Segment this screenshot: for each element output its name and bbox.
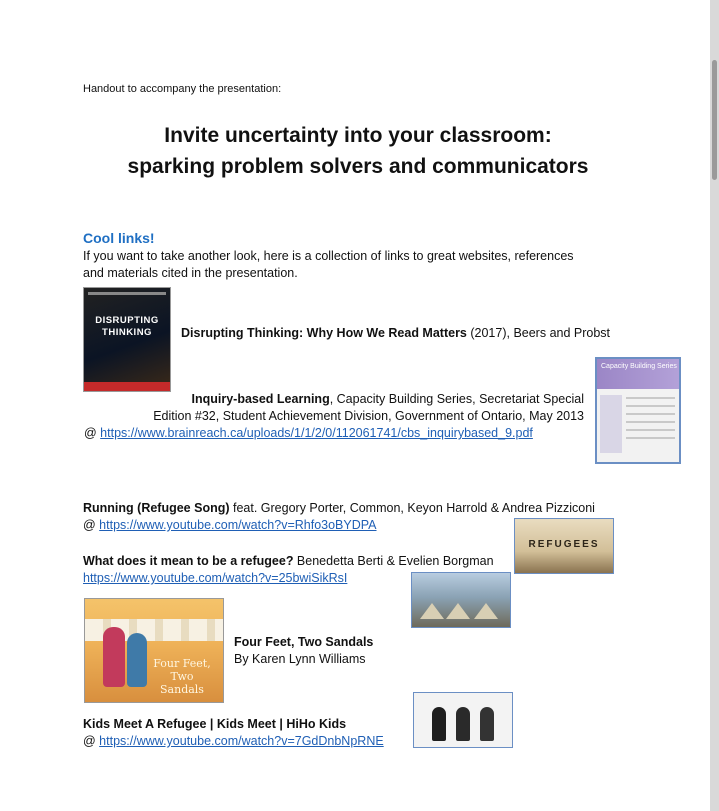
running-details: feat. Gregory Porter, Common, Keyon Harrold & Andrea Pizziconi [229, 501, 595, 515]
disrupting-cover-title: DISRUPTING THINKING [95, 315, 159, 338]
refugee-link[interactable]: https://www.youtube.com/watch?v=25bwiSikRsI [83, 571, 348, 585]
kids-meet-citation [83, 716, 384, 750]
disrupting-title: Disrupting Thinking: Why How We Read Matters [181, 326, 467, 340]
title-line-2: sparking problem solvers and communicators [127, 155, 589, 178]
scrollbar-thumb[interactable] [712, 60, 717, 180]
capacity-building-cover [595, 357, 681, 464]
four-feet-title: Four Feet, Two Sandals [234, 635, 374, 649]
kids-meet-at: @ [83, 734, 100, 748]
vertical-scrollbar[interactable] [710, 0, 719, 811]
inquiry-details-1: , Capacity Building Series, Secretariat Special [329, 392, 584, 406]
cool-links-heading: Cool links! [83, 230, 155, 246]
intro-line-1: If you want to take another look, here is a collection of links to great websites, references [83, 249, 574, 263]
refugee-details: Benedetta Berti & Evelien Borgman [293, 554, 494, 568]
inquiry-title: Inquiry-based Learning [191, 392, 330, 406]
refugee-title: What does it mean to be a refugee? [83, 554, 294, 568]
running-title: Running (Refugee Song) [83, 501, 230, 515]
intro-line-2: and materials cited in the presentation. [83, 266, 298, 280]
refugees-thumb-text: REFUGEES [528, 539, 600, 550]
four-feet-author: By Karen Lynn Williams [234, 652, 366, 666]
header-note: Handout to accompany the presentation: [83, 83, 282, 95]
kids-meet-title: Kids Meet A Refugee | Kids Meet | HiHo Kids [83, 717, 347, 731]
refugee-camp-thumbnail[interactable] [411, 572, 511, 628]
cbs-cover-title: Capacity Building Series [601, 363, 677, 370]
kids-meet-link[interactable]: https://www.youtube.com/watch?v=7GdDnbNpRNE [99, 734, 384, 748]
inquiry-details-2: Edition #32, Student Achievement Division, Government of Ontario, May 2013 [153, 409, 584, 423]
cool-links-intro [83, 248, 643, 282]
running-at: @ [83, 518, 100, 532]
inquiry-at: @ [84, 426, 101, 440]
running-link[interactable]: https://www.youtube.com/watch?v=Rhfo3oBYDPA [99, 518, 377, 532]
inquiry-link[interactable]: https://www.brainreach.ca/uploads/1/1/2/0/112061741/cbs_inquirybased_9.pdf [100, 426, 533, 440]
four-feet-cover-title: Four Feet, Two Sandals [153, 657, 211, 696]
refugees-video-thumbnail[interactable] [514, 518, 614, 574]
disrupting-details: (2017), Beers and Probst [466, 326, 611, 340]
disrupting-thinking-cover [83, 287, 171, 392]
disrupting-citation [181, 325, 610, 342]
kids-meet-thumbnail[interactable] [413, 692, 513, 748]
inquiry-citation [84, 391, 584, 442]
four-feet-citation [234, 634, 373, 668]
page-title [60, 120, 656, 182]
title-line-1: Invite uncertainty into your classroom: [164, 124, 552, 147]
four-feet-cover [84, 598, 224, 703]
